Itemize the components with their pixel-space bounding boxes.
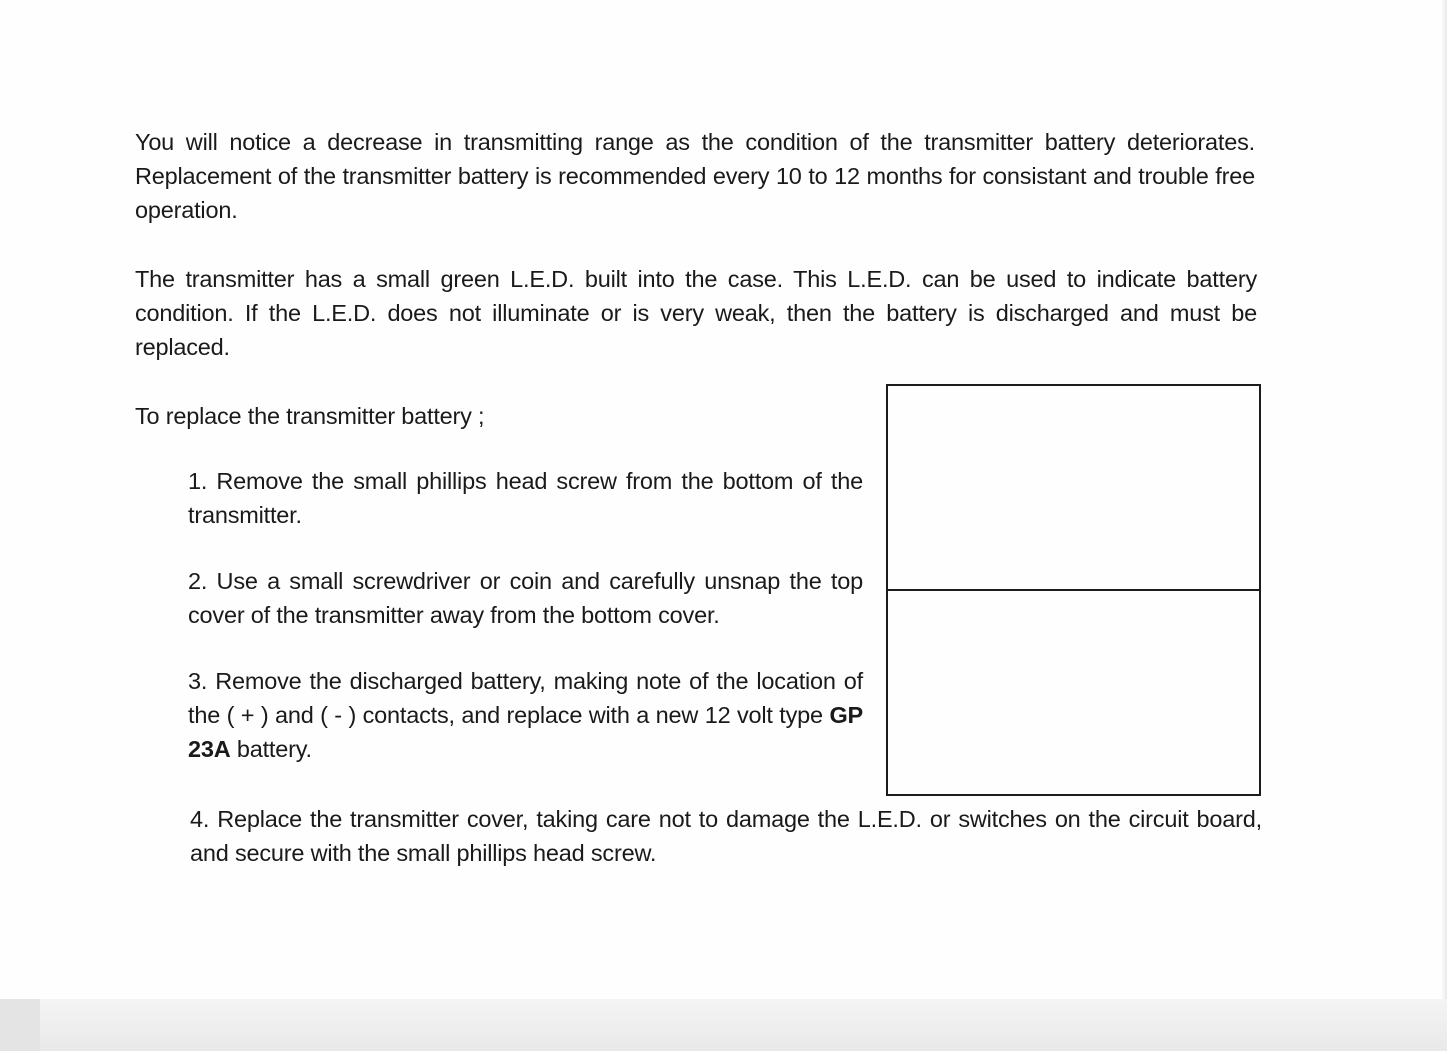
intro-paragraph: You will notice a decrease in transmitting range as the condition of the transmitter battery deteriorates. Replacement of the transmitter battery is recommended every 10 to 12 months for consistant and trouble free operation. (135, 129, 1255, 223)
step-3-text: 3. Remove the discharged battery, making note of the location of the ( + ) and ( - ) contacts, and replace with a new 12 volt type (188, 668, 863, 728)
illustration-divider (888, 589, 1259, 591)
led-paragraph: The transmitter has a small green L.E.D. built into the case. This L.E.D. can be used to indicate battery condition. If the L.E.D. does not illuminate or is very weak, then the battery is discharged and must be replaced. (135, 266, 1257, 360)
illustration-frame (886, 384, 1261, 796)
step-2: 2. Use a small screwdriver or coin and carefully unsnap the top cover of the transmitter away from the bottom cover. (188, 568, 863, 628)
battery-type: GP 23A (188, 702, 863, 762)
scan-corner-shadow (0, 999, 40, 1051)
step-4: 4. Replace the transmitter cover, taking care not to damage the L.E.D. or switches on the circuit board, and secure with the small phillips head screw. (190, 806, 1262, 866)
step-1: 1. Remove the small phillips head screw from the bottom of the transmitter. (188, 468, 863, 528)
scan-bottom-shadow (0, 999, 1447, 1051)
scan-edge-shadow (1441, 0, 1447, 1051)
step-3 (188, 664, 863, 766)
step-3-end: battery. (230, 736, 312, 762)
replace-heading: To replace the transmitter battery ; (135, 403, 485, 429)
